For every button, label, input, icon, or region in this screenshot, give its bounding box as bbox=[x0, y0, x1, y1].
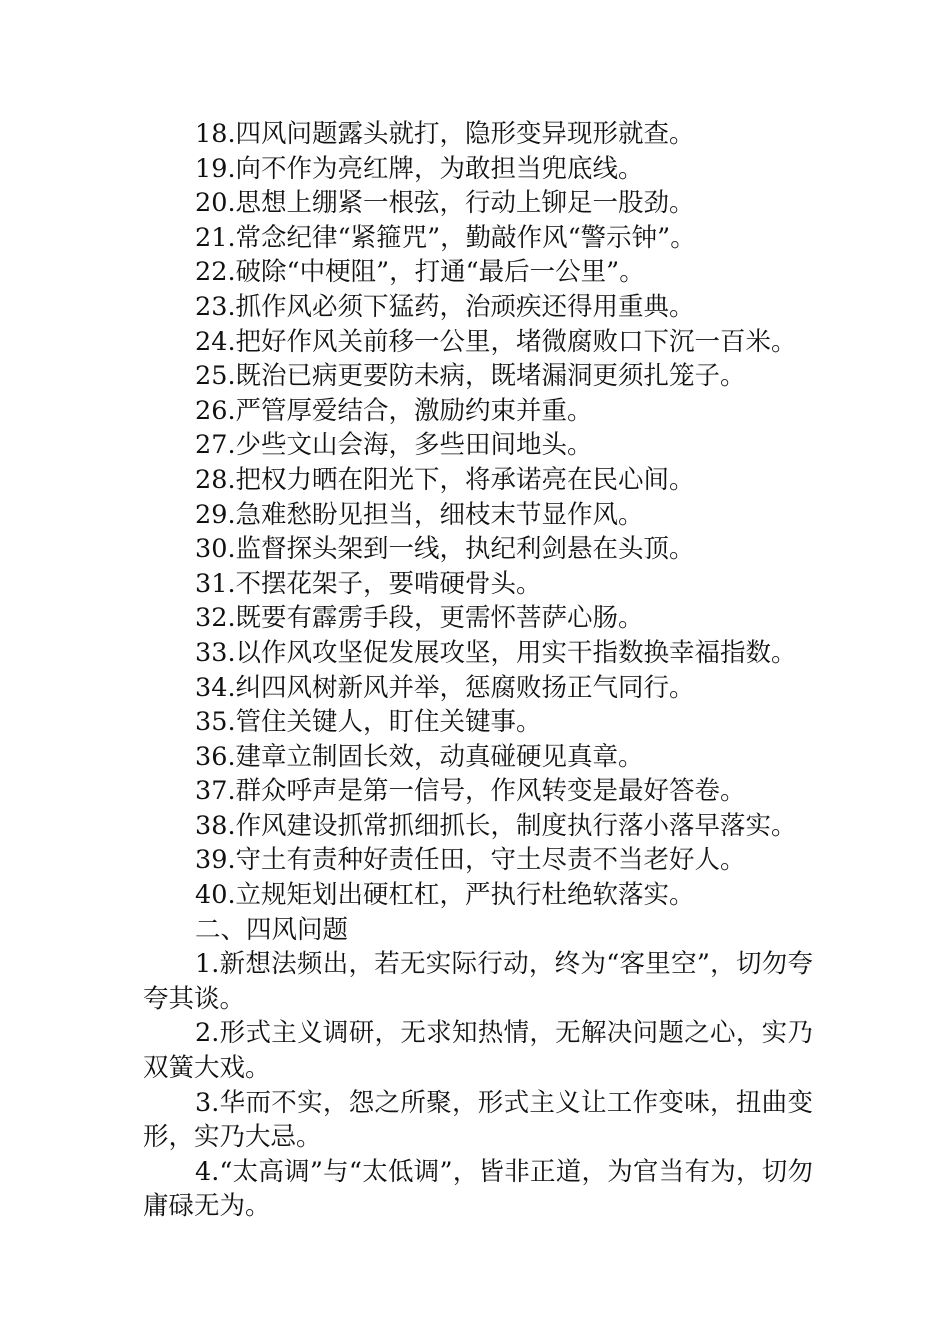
paragraph: 3.华而不实，怨之所聚，形式主义让工作变味，扭曲变形，实乃大忌。 bbox=[143, 1087, 813, 1153]
list-item: 32.既要有霹雳手段，更需怀菩萨心肠。 bbox=[195, 603, 644, 634]
list-item: 20.思想上绷紧一根弦，行动上铆足一股劲。 bbox=[195, 188, 695, 219]
list-item: 19.向不作为亮红牌，为敢担当兜底线。 bbox=[195, 153, 644, 184]
list-item: 36.建章立制固长效，动真碰硬见真章。 bbox=[195, 741, 644, 772]
list-item: 24.把好作风关前移一公里，堵微腐败口下沉一百米。 bbox=[195, 326, 797, 357]
paragraph: 2.形式主义调研，无求知热情，无解决问题之心，实乃双簧大戏。 bbox=[143, 1018, 813, 1084]
list-item: 34.纠四风树新风并举，惩腐败扬正气同行。 bbox=[195, 672, 695, 703]
list-item: 27.少些文山会海，多些田间地头。 bbox=[195, 430, 593, 461]
list-item: 28.把权力晒在阳光下，将承诺亮在民心间。 bbox=[195, 464, 695, 495]
list-item: 21.常念纪律“紧箍咒”，勤敲作风“警示钟”。 bbox=[195, 222, 696, 253]
list-item: 18.四风问题露头就打，隐形变异现形就查。 bbox=[195, 119, 695, 149]
list-item: 40.立规矩划出硬杠杠，严执行杜绝软落实。 bbox=[195, 880, 695, 911]
list-item: 37.群众呼声是第一信号，作风转变是最好答卷。 bbox=[195, 776, 746, 807]
list-item: 30.监督探头架到一线，执纪利剑悬在头顶。 bbox=[195, 534, 695, 565]
paragraph: 1.新想法频出，若无实际行动，终为“客里空”，切勿夸夸其谈。 bbox=[143, 949, 813, 1014]
list-item: 38.作风建设抓常抓细抓长，制度执行落小落早落实。 bbox=[195, 810, 797, 841]
list-item: 39.守土有责种好责任田，守土尽责不当老好人。 bbox=[195, 845, 746, 876]
list-item: 35.管住关键人，盯住关键事。 bbox=[195, 707, 542, 738]
document-body bbox=[143, 117, 813, 1224]
section-heading: 二、四风问题 bbox=[195, 914, 349, 945]
list-item: 33.以作风攻坚促发展攻坚，用实干指数换幸福指数。 bbox=[195, 637, 797, 668]
list-item: 29.急难愁盼见担当，细枝末节显作风。 bbox=[195, 499, 644, 530]
list-item: 22.破除“中梗阻”，打通“最后一公里”。 bbox=[195, 257, 645, 288]
list-item: 26.严管厚爱结合，激励约束并重。 bbox=[195, 395, 593, 426]
list-item: 23.抓作风必须下猛药，治顽疾还得用重典。 bbox=[195, 291, 695, 322]
list-item: 25.既治已病更要防未病，既堵漏洞更须扎笼子。 bbox=[195, 361, 746, 392]
list-item: 31.不摆花架子，要啃硬骨头。 bbox=[195, 568, 542, 599]
paragraph: 4.“太高调”与“太低调”，皆非正道，为官当有为，切勿庸碌无为。 bbox=[143, 1156, 813, 1222]
